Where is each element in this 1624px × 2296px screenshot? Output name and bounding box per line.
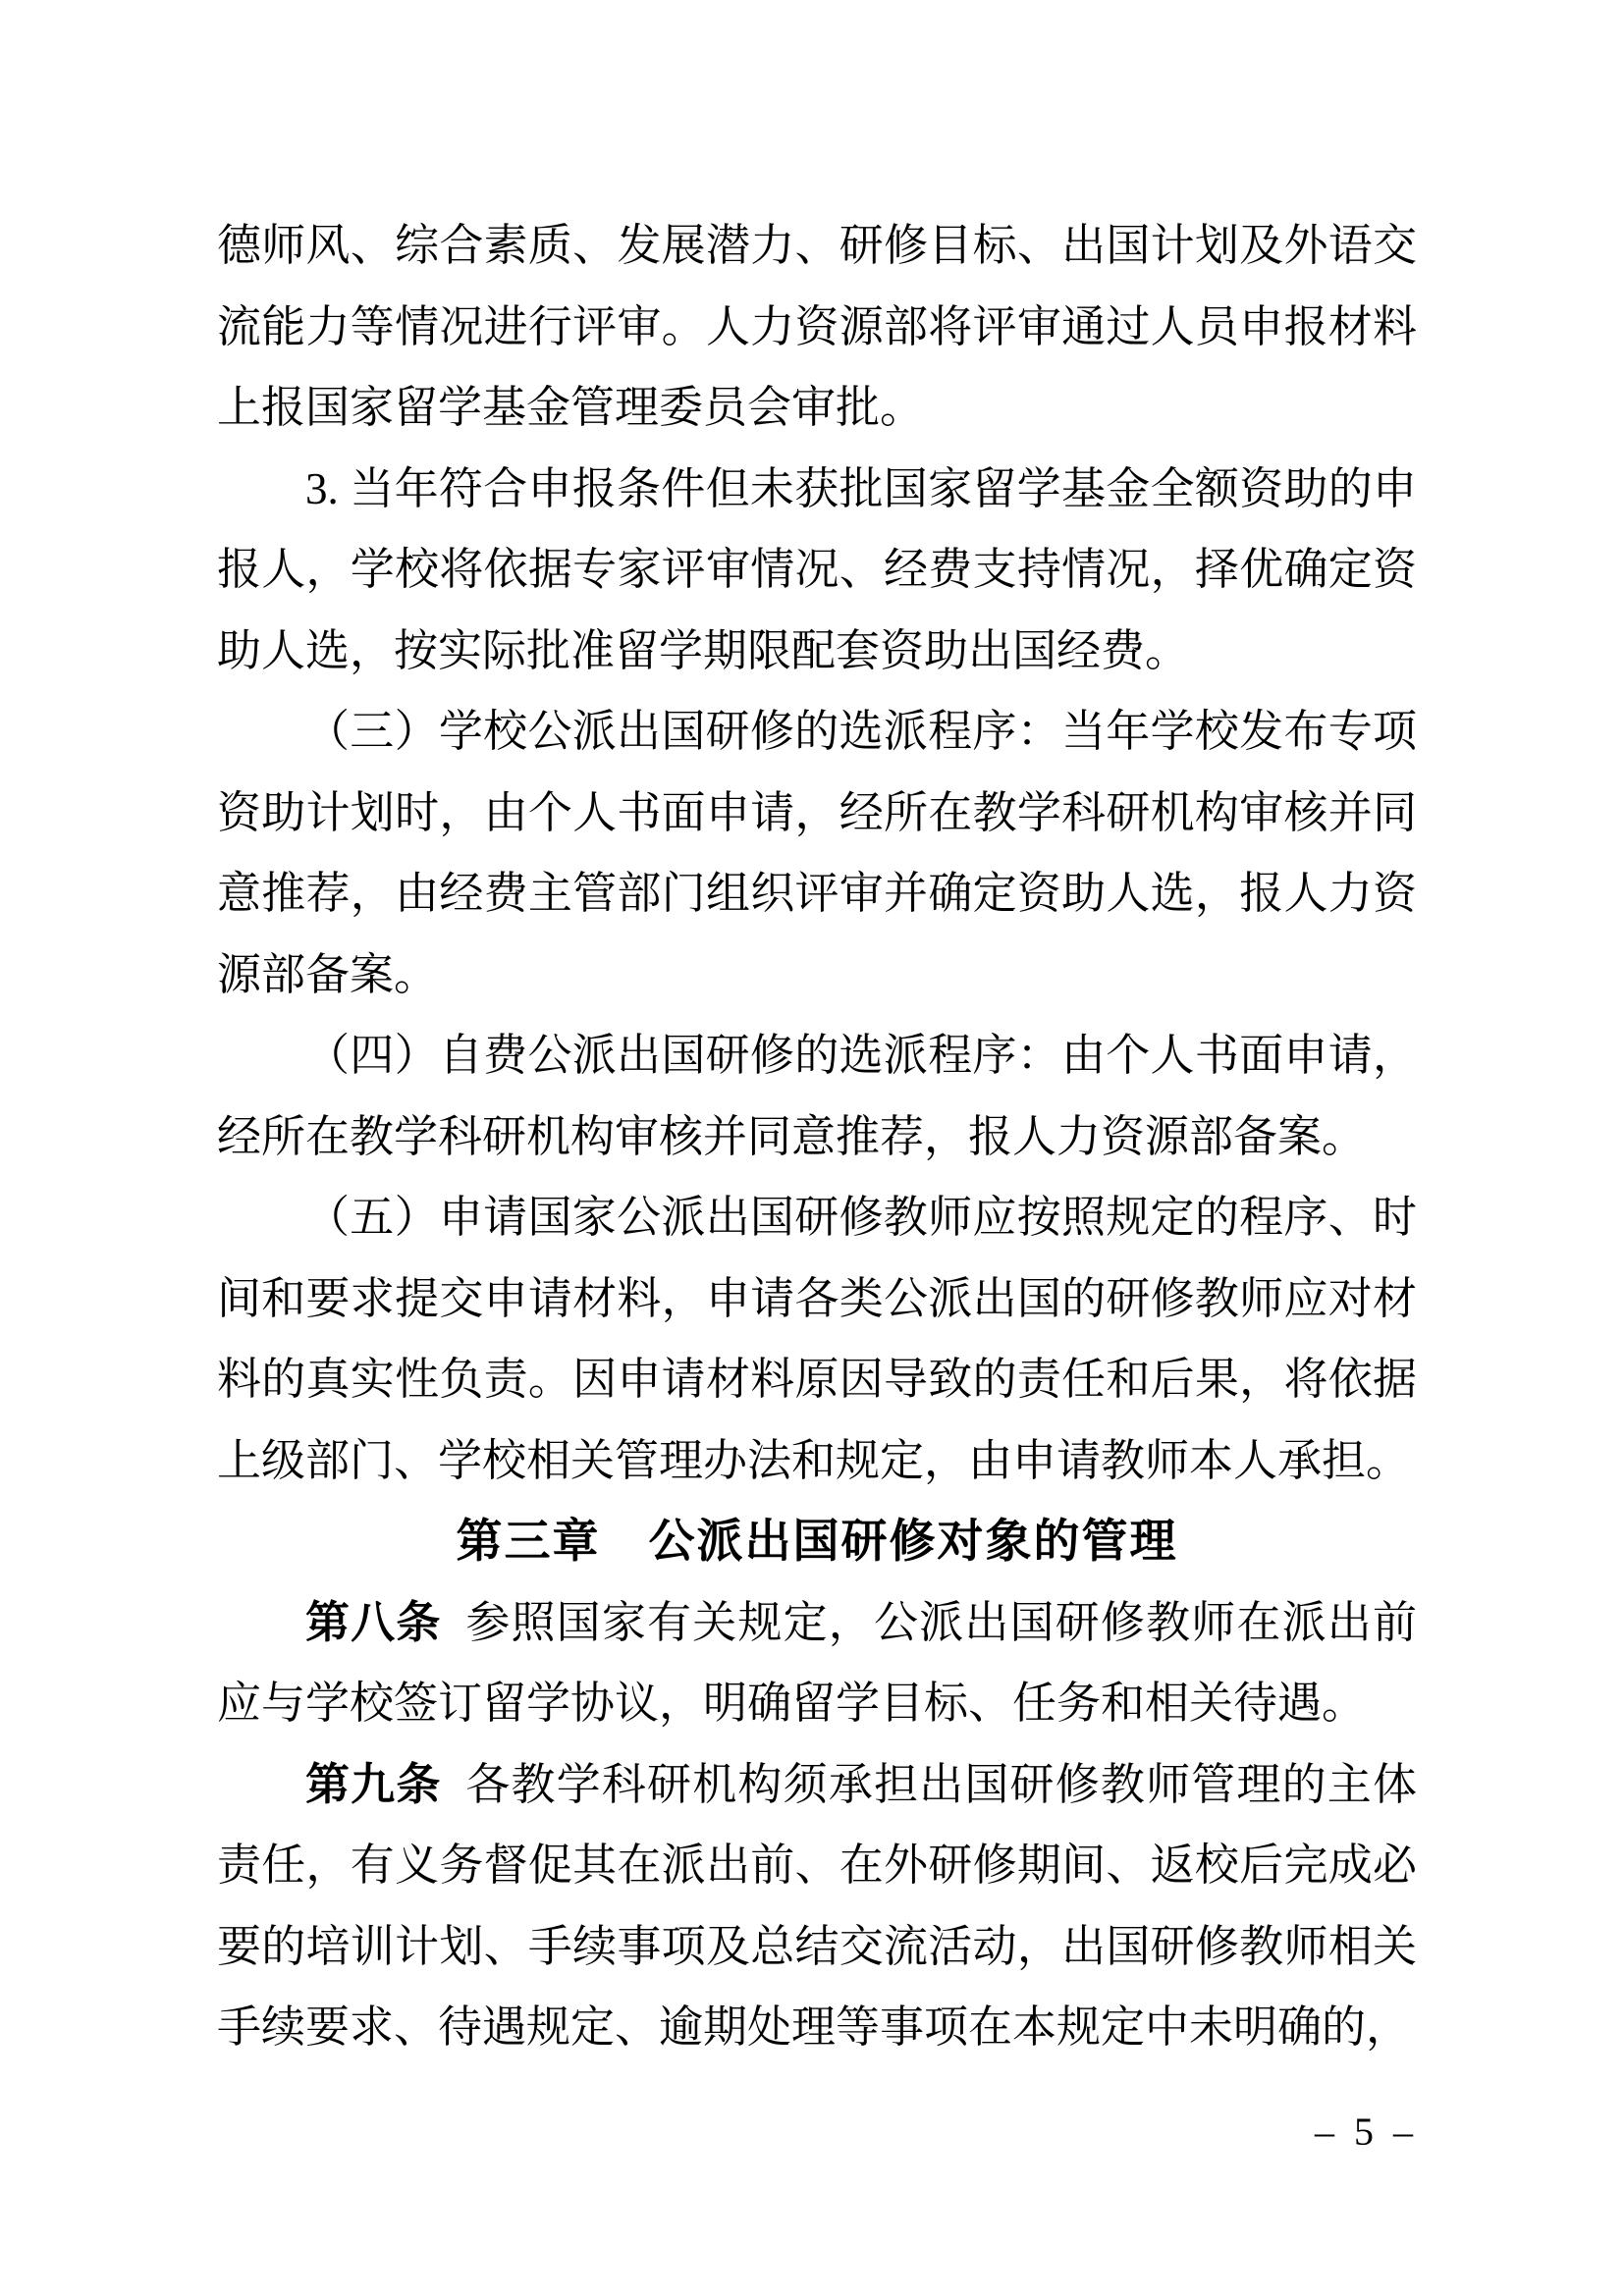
paragraph-item-3: 3. 当年符合申报条件但未获批国家留学基金全额资助的申报人，学校将依据专家评审情况、经费支持情况，择优确定资助人选，按实际批准留学期限配套资助出国经费。	[217, 463, 1417, 675]
paragraph-continued: 德师风、综合素质、发展潜力、研修目标、出国计划及外语交流能力等情况进行评审。人力资源部将评审通过人员申报材料上报国家留学基金管理委员会审批。	[217, 221, 1417, 432]
document-text-block	[217, 205, 1417, 2068]
page-number: – 5 –	[1315, 2109, 1418, 2154]
article-9-lead: 第九条	[305, 1758, 442, 1809]
article-9-body: 各教学科研机构须承担出国研修教师管理的主体责任，有义务督促其在派出前、在外研修期间、返校后完成必要的培训计划、手续事项及总结交流活动，出国研修教师相关手续要求、待遇规定、逾期处理等事项在本规定中未明确的，	[217, 1759, 1417, 2052]
article-8-paragraph	[217, 1582, 1417, 1744]
paragraph-item-san: （三）学校公派出国研修的选派程序：当年学校发布专项资助计划时，由个人书面申请，经所在教学科研机构审核并同意推荐，由经费主管部门组织评审并确定资助人选，报人力资源部备案。	[217, 707, 1417, 999]
article-8-lead: 第八条	[305, 1596, 442, 1647]
chapter-heading: 第三章 公派出国研修对象的管理	[456, 1515, 1178, 1567]
article-9-paragraph	[217, 1744, 1417, 2068]
paragraph-item-si: （四）自费公派出国研修的选派程序：由个人书面申请，经所在教学科研机构审核并同意推荐，报人力资源部备案。	[217, 1031, 1417, 1161]
paragraph-item-wu: （五）申请国家公派出国研修教师应按照规定的程序、时间和要求提交申请材料，申请各类公派出国的研修教师应对材料的真实性负责。因申请材料原因导致的责任和后果，将依据上级部门、学校相关管理办法和规定，由申请教师本人承担。	[217, 1193, 1417, 1485]
article-8-body: 参照国家有关规定，公派出国研修教师在派出前应与学校签订留学协议，明确留学目标、任务和相关待遇。	[217, 1597, 1417, 1728]
